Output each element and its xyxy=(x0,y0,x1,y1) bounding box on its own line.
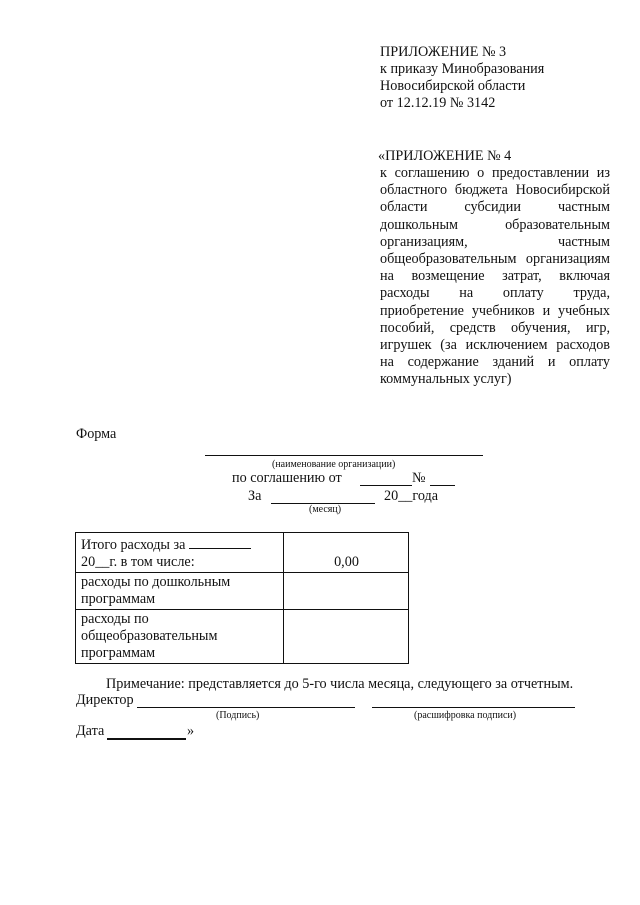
appendix3-line: ПРИЛОЖЕНИЕ № 3 xyxy=(380,44,507,60)
table-row xyxy=(76,610,409,664)
table-row xyxy=(76,573,409,610)
appendix3-line: Новосибирской области xyxy=(380,78,526,94)
preschool-value-cell[interactable] xyxy=(284,573,409,610)
table-label-cell xyxy=(76,533,284,573)
agreement-number-sign: № xyxy=(412,470,426,486)
total-label-line2: 20__г. в том числе: xyxy=(81,554,195,570)
general-education-value-cell[interactable] xyxy=(284,610,409,664)
total-period-line[interactable] xyxy=(189,534,251,549)
org-name-line[interactable] xyxy=(205,455,483,456)
director-label: Директор xyxy=(76,692,134,708)
date-line[interactable] xyxy=(107,738,186,740)
preschool-label: расходы по дошкольным программам xyxy=(76,573,284,610)
form-label: Форма xyxy=(76,426,117,442)
org-name-caption: (наименование организации) xyxy=(272,459,396,470)
agreement-number-line[interactable] xyxy=(430,485,455,486)
expenses-table xyxy=(75,532,409,664)
total-label-line1: Итого расходы за xyxy=(81,537,186,553)
table-row xyxy=(76,533,409,573)
signature-caption: (Подпись) xyxy=(216,710,260,721)
total-value-cell[interactable]: 0,00 xyxy=(284,533,409,573)
period-prefix: За xyxy=(248,488,262,504)
decryption-caption: (расшифровка подписи) xyxy=(414,710,517,721)
note-text: Примечание: представляется до 5-го числа месяца, следующего за отчетным. xyxy=(106,676,574,692)
signature-line[interactable] xyxy=(137,707,355,708)
date-label: Дата xyxy=(76,723,105,739)
general-education-label: расходы по общеобразовательным программам xyxy=(76,610,284,664)
closing-quote: » xyxy=(187,723,195,739)
appendix3-header xyxy=(380,44,610,112)
appendix4-title: «ПРИЛОЖЕНИЕ № 4 xyxy=(378,148,512,164)
agreement-prefix: по соглашению от xyxy=(232,470,342,486)
agreement-date-line[interactable] xyxy=(360,485,412,486)
appendix3-line: от 12.12.19 № 3142 xyxy=(380,95,496,111)
appendix4-body: к соглашению о предоставлении из областного бюджета Новосибирской области субсидии частным дошкольным образовательным организациям, частным общеобразовательным организациям на возмещение затрат, включая расходы на оплату труда, приобретение учебников и учебных пособий, средств обучения, игр, игрушек (за исключением расходов на содержание зданий и оплату коммунальных услуг) xyxy=(380,165,610,388)
month-caption: (месяц) xyxy=(309,504,342,515)
year-text: 20__года xyxy=(384,488,439,504)
appendix3-line: к приказу Минобразования xyxy=(380,61,545,77)
signature-decryption-line[interactable] xyxy=(372,707,575,708)
